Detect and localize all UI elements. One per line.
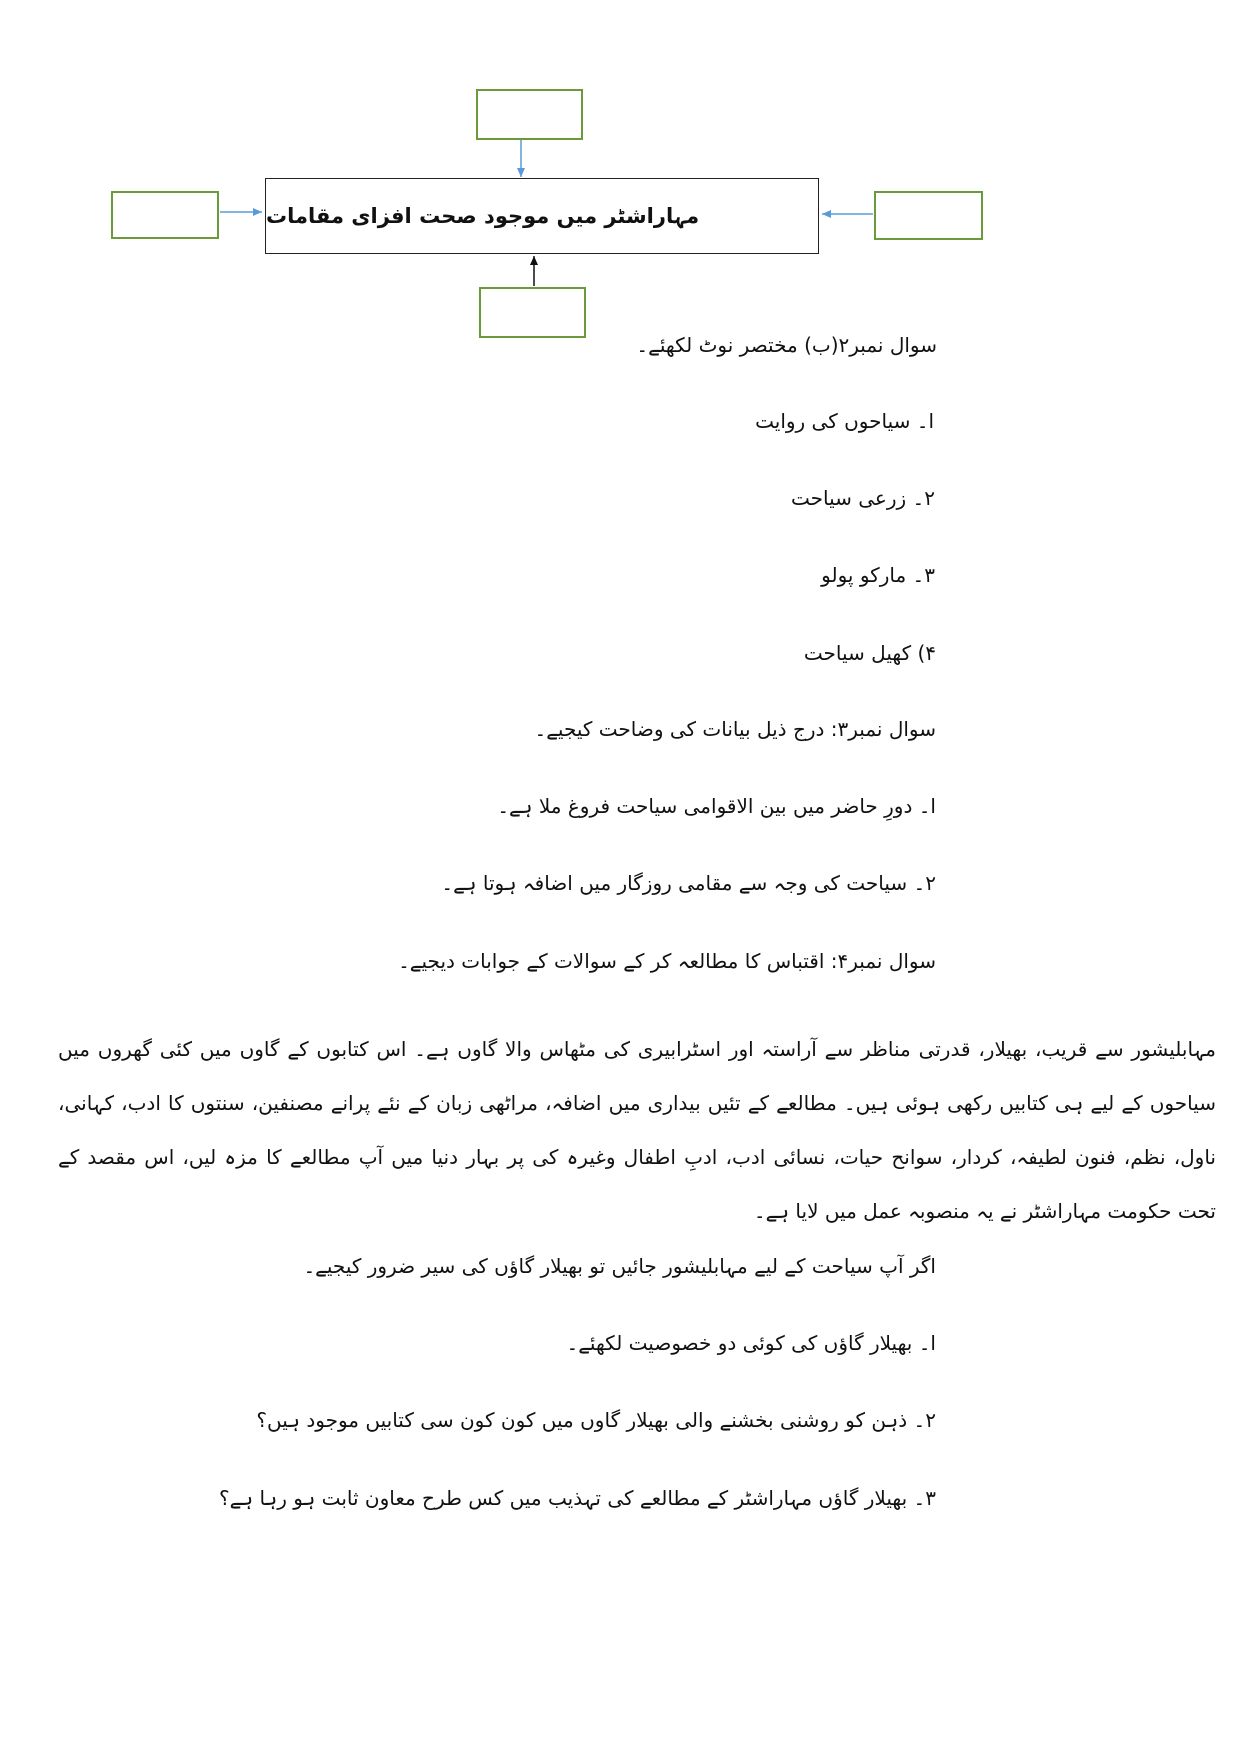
q2b-item-2: ۲۔ زرعی سیاحت bbox=[791, 486, 935, 510]
q2b-heading: سوال نمبر۲(ب) مختصر نوٹ لکھئے۔ bbox=[636, 333, 937, 357]
q3-item-2: ۲۔ سیاحت کی وجہ سے مقامی روزگار میں اضافہ ہوتا ہے۔ bbox=[441, 871, 936, 895]
q3-item-1: ا۔ دورِ حاضر میں بین الاقوامی سیاحت فروغ ملا ہے۔ bbox=[497, 794, 936, 818]
concept-diagram bbox=[0, 0, 1241, 350]
q4-question-2: ۲۔ ذہن کو روشنی بخشنے والی بھیلار گاوں میں کون کون سی کتابیں موجود ہیں؟ bbox=[256, 1408, 936, 1432]
diagram-center-label: مہاراشٹر میں موجود صحت افزای مقامات bbox=[266, 204, 700, 228]
q4-question-1: ا۔ بھیلار گاؤں کی کوئی دو خصوصیت لکھئے۔ bbox=[566, 1331, 936, 1355]
q3-heading: سوال نمبر۳: درج ذیل بیانات کی وضاحت کیجیے۔ bbox=[534, 717, 936, 741]
q2b-item-3: ۳۔ مارکو پولو bbox=[821, 563, 935, 587]
q2b-item-1: ا۔ سیاحوں کی روایت bbox=[755, 409, 934, 433]
q4-question-3: ۳۔ بھیلار گاؤں مہاراشٹر کے مطالعے کی تہذیب میں کس طرح معاون ثابت ہو رہا ہے؟ bbox=[219, 1486, 936, 1510]
diagram-arrows bbox=[0, 0, 1241, 350]
q4-heading: سوال نمبر۴: اقتباس کا مطالعہ کر کے سوالات کے جوابات دیجیے۔ bbox=[398, 949, 936, 973]
passage-paragraph: مہابلیشور سے قریب، بھیلار، قدرتی مناظر سے آراستہ اور اسٹرابیری کی مٹھاس والا گاوں ہے۔ اس کتابوں کے گاوں میں کئی گھروں میں سیاحوں کے لیے ہی کتابیں رکھی ہوئی ہیں۔ مطالعے کے تئیں بیداری میں اضافہ، مراٹھی زبان کے نئے پرانے مصنفین، سنتوں کا ادب، کہانی، ناول، نظم، فنون لطیفہ، کردار، سوانح حیات، نسائی ادب، ادبِ اطفال وغیرہ کی پر بہار دنیا میں آپ مطالعے کا مزہ لیں، اس مقصد کے تحت حکومت مہاراشٹر نے یہ منصوبہ عمل میں لایا ہے۔ bbox=[58, 1037, 1216, 1223]
q2b-item-4: ۴) کھیل سیاحت bbox=[803, 641, 936, 665]
passage-closing-line: اگر آپ سیاحت کے لیے مہابلیشور جائیں تو بھیلار گاؤں کی سیر ضرور کیجیے۔ bbox=[303, 1254, 936, 1278]
